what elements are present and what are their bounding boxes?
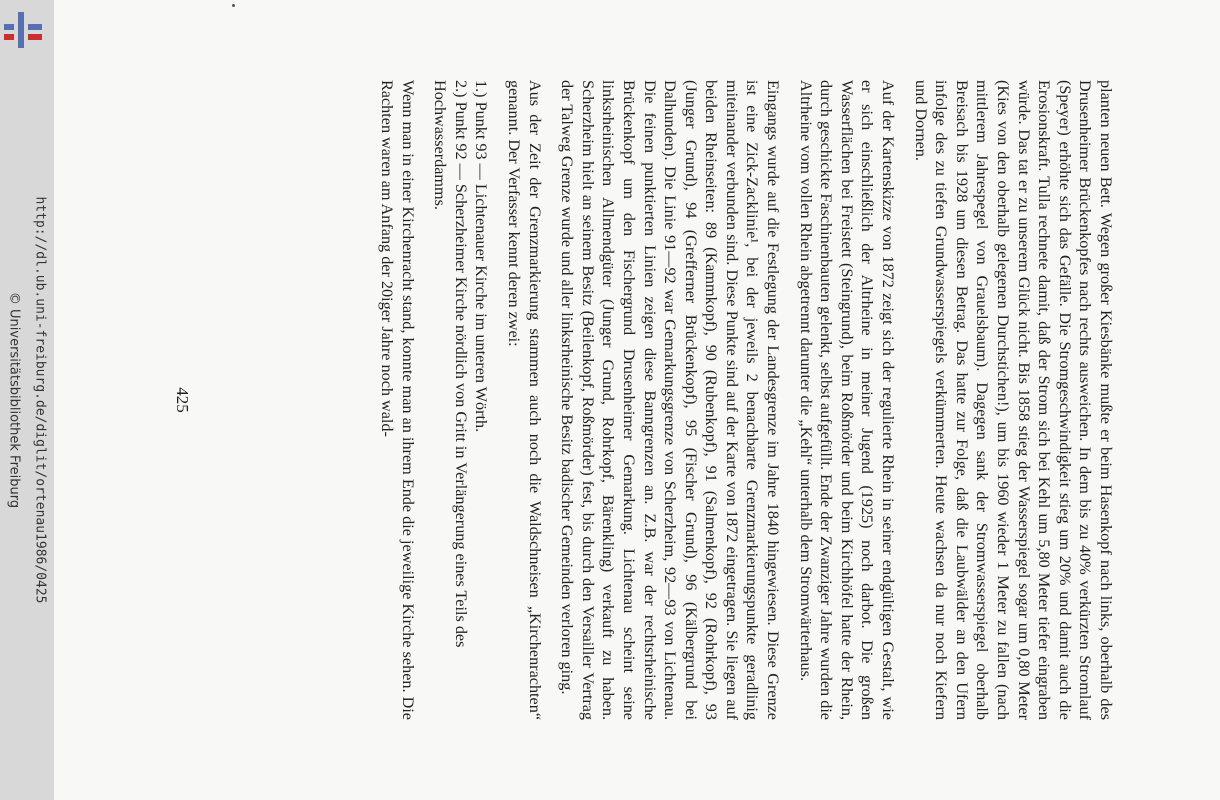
rotated-text-frame <box>156 80 1116 720</box>
page-content <box>216 80 1116 720</box>
paragraph-4: Aus der Zeit der Grenzmarkierung stammen auch noch die Waldschneisen „Kirchenrachten“ genannt. Der Verfasser kennt deren zwei: <box>504 80 544 720</box>
digital-library-logo-icon[interactable] <box>2 10 44 50</box>
paragraph-1: planten neuen Bett. Wegen großer Kiesbänke mußte er beim Hasenkopf nach links, oberhalb des Drusenheimer Brückenkopfes nach rechts ausweichen. In dem bis zu 40% verkürzten Stromlauf (Speyer) erhöhte sich das Gefälle. Die Stromgeschwindigkeit stieg um 20% und damit auch die Erosionskraft. Tulla rechnete damit, daß der Strom sich bei Kehl um 5,80 Meter tiefer eingraben würde. Das tat er zu unserem Glück nicht. Bis 1858 stieg der Wasserspiegel sogar um 0,80 Meter (Kies von den oberhalb gelegenen Durchstichen!), um bis 1960 wieder 1 Meter zu fallen (nach mittlerem Jahrespegel von Grauelsbaum). Dagegen sank der Stromwasserspiegel oberhalb Breisach bis 1928 um diesen Betrag. Das hatte zur Folge, daß die Laubwälder an den Ufern infolge des zu tiefen Grundwasserspiegels verkümmerten. Heute wachsen da nur noch Kiefern und Dornen. <box>911 80 1115 720</box>
scanned-page <box>54 0 1220 800</box>
page-number: 425 <box>173 387 192 413</box>
copyright-notice: © Universitätsbibliothek Freiburg <box>6 291 22 509</box>
list-item-1: 1.) Punkt 93 — Lichtenauer Kirche im unteren Wörth. <box>472 80 491 433</box>
paragraph-2: Auf der Kartenskizze von 1872 zeigt sich der regulierte Rhein in seiner endgültigen Gestalt, wie er sich einschließlich der Altrheine in meiner Jugend (1925) noch darbot. Die großen Wasserflächen bei Freistett (Steingrund), beim Roßmörder und beim Kirchhöfel hatte der Rhein, durch geschickte Faschinenbauten gelenkt, selbst aufgefüllt. Ende der Zwanziger Jahre wurden die Altrheine vom vollen Rhein abgetrennt darunter die „Kehl“ unterhalb dem Stromwärterhaus. <box>796 80 898 720</box>
list-item-2: 2.) Punkt 92 — Scherzheimer Kirche nördlich von Gritt in Verlängerung eines Teils des Hochwasserdamms. <box>431 80 470 648</box>
paragraph-3: Eingangs wurde auf die Festlegung der Landesgrenze im Jahre 1840 hingewiesen. Diese Grenze ist eine Zick-Zacklinie¹, bei der jeweils 2 benachbarte Grenzmarkierungspunkte geradlinig miteinander verbunden sind. Diese Punkte sind auf der Karte von 1872 eingetragen. Sie liegen auf beiden Rheinseiten: 89 (Kammkopf), 90 (Rubenkopf), 91 (Salmenkopf), 92 (Rohrkopf), 93 (Junger Grund), 94 (Grefferner Brückenkopf), 95 (Fischer Grund), 96 (Kälbergrund bei Dalhunden). Die Linie 91—92 war Gemarkungsgrenze von Scherzheim, 92—93 von Lichtenau. Die feinen punktierten Linien zeigen diese Banngrenzen an. Z.B. war der rechtsrheinische Brückenkopf um den Fischergrund Drusenheimer Gemarkung. Lichtenau scheint seine linksrheinischen Allmendgüter (Junger Grund, Rohrkopf, Bärenkling) verkauft zu haben. Scherzheim hielt an seinem Besitz (Beilenkopf, Roßmörder) fest, bis durch den Versailler Vertrag der Talweg Grenze wurde und aller linksrheinische Besitz badischer Gemeinden verloren ging. <box>558 80 783 720</box>
scan-speck <box>232 4 235 7</box>
viewer-sidebar <box>0 0 54 800</box>
document-url[interactable]: http://dl.ub.uni-freiburg.de/diglit/ortenau1986/0425 <box>32 196 48 604</box>
paragraph-5: Wenn man in einer Kirchenracht stand, konnte man an ihrem Ende die jeweilige Kirche sehen. Die Rachten waren am Anfang der 20iger Jahre noch wald- <box>378 80 417 720</box>
